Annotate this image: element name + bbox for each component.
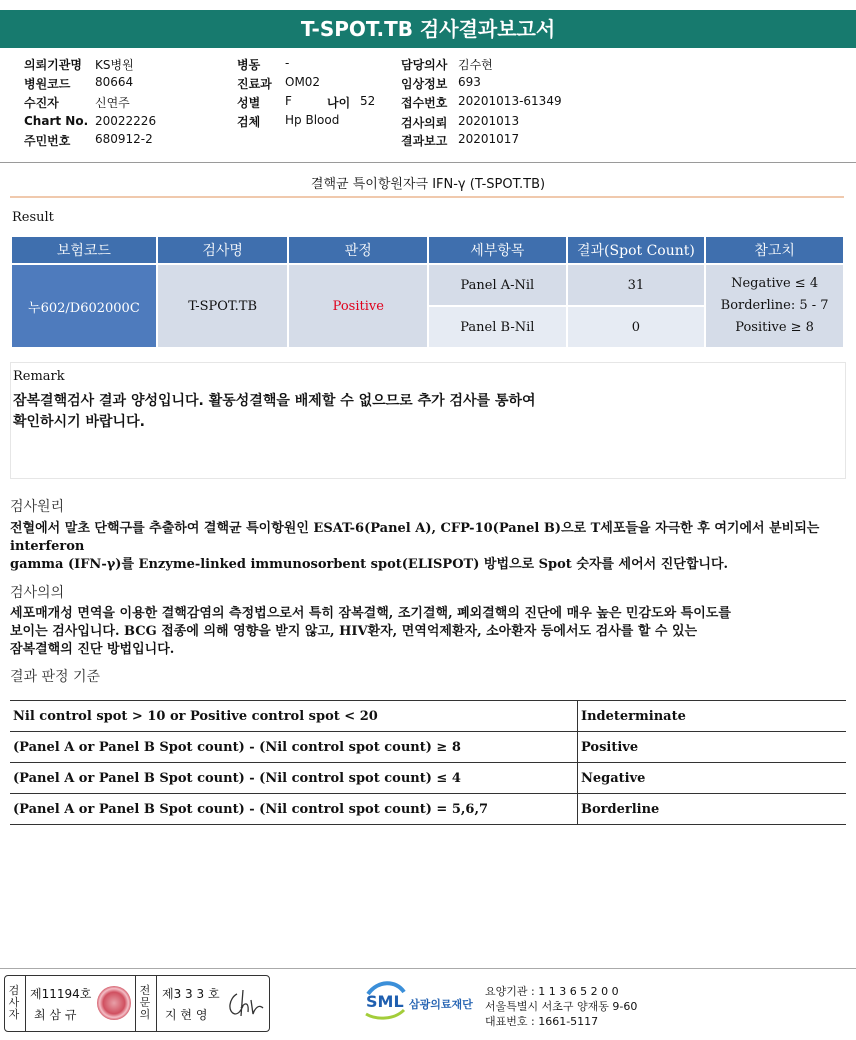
reference-line: Negative ≤ 4 (731, 276, 819, 291)
info-label: 담당의사 (401, 58, 448, 72)
info-value: 김수현 (458, 58, 493, 72)
specialist-name: 지 현 영 (165, 1008, 208, 1022)
info-label: 임상정보 (401, 77, 448, 91)
info-value: 신연주 (95, 96, 130, 110)
examiner-name: 최 삼 규 (34, 1008, 77, 1022)
info-value: OM02 (285, 75, 321, 89)
divider (0, 968, 856, 969)
info-label: 성별 (237, 96, 261, 110)
criteria-condition: (Panel A or Panel B Spot count) - (Nil control spot count) = 5,6,7 (10, 794, 578, 825)
remark-text (13, 391, 613, 433)
test-subject: 결핵균 특이항원자극 IFN-γ (T-SPOT.TB) (310, 177, 546, 192)
criteria-table (10, 700, 846, 825)
sml-logo (364, 980, 484, 1020)
specialist-number: 제3 3 3 호 (162, 987, 220, 1001)
info-value: F (285, 94, 292, 108)
patient-info (0, 56, 856, 156)
insurance-code: 누602/D602000C (12, 265, 156, 347)
sml-logo-text: SML (366, 992, 404, 1011)
result-table (10, 235, 845, 349)
info-value: Hp Blood (285, 113, 340, 127)
principle-line: 전혈에서 말초 단핵구를 추출하여 결핵균 특이항원인 ESAT-6(Panel A), CFP-10(Panel B)으로 T세포들을 자극한 후 여기에서 분비되는 (10, 521, 820, 536)
reference-line: Positive ≥ 8 (735, 320, 814, 335)
info-label: 의뢰기관명 (24, 58, 82, 72)
info-label: 병원코드 (24, 77, 71, 91)
info-value: 680912-2 (95, 132, 153, 146)
detail-item: Panel B-Nil (429, 307, 566, 347)
criteria-result: Borderline (578, 794, 847, 825)
info-value: 80664 (95, 75, 134, 89)
info-label: 진료과 (237, 77, 272, 91)
table-row (10, 763, 846, 794)
info-label: 검사의뢰 (401, 116, 448, 130)
table-row (10, 794, 846, 825)
table-header-row (12, 237, 843, 263)
specialist-label: 전문의 (139, 984, 151, 1021)
criteria-condition: (Panel A or Panel B Spot count) - (Nil control spot count) ≥ 8 (10, 732, 578, 763)
header-cell: 보험코드 (12, 237, 156, 263)
info-label: 검체 (237, 115, 261, 129)
divider (156, 976, 157, 1031)
judgement: Positive (289, 265, 427, 347)
reference-range (706, 265, 843, 347)
significance-heading: 검사의의 (10, 585, 65, 601)
remark-heading: Remark (13, 369, 65, 384)
info-value: 20022226 (95, 114, 157, 128)
significance-line: 잠복결핵의 진단 방법입니다. (10, 642, 175, 657)
principle-section (10, 496, 846, 574)
info-value: 20201013-61349 (458, 94, 562, 108)
divider (25, 976, 26, 1031)
info-label: 결과보고 (401, 134, 448, 148)
table-row (10, 701, 846, 732)
info-label: 접수번호 (401, 96, 448, 110)
divider (10, 196, 844, 198)
divider (0, 162, 856, 163)
criteria-result: Positive (578, 732, 847, 763)
principle-text (10, 520, 846, 574)
info-value: 20201013 (458, 114, 520, 128)
info-label: 나이 (327, 96, 351, 110)
info-value: 693 (458, 75, 481, 89)
info-label: 수진자 (24, 96, 59, 110)
examiner-number: 제11194호 (30, 987, 92, 1001)
principle-line: gamma (IFN-γ)를 Enzyme-linked immunosorbent spot(ELISPOT) 방법으로 Spot 숫자를 세어서 진단합니다. (10, 557, 729, 572)
info-value: KS병원 (95, 58, 134, 72)
footer-line: 서울특별시 서초구 양재동 9-60 (485, 1000, 638, 1013)
detail-item: Panel A-Nil (429, 265, 566, 305)
spot-count: 0 (568, 307, 705, 347)
criteria-heading: 결과 판정 기준 (10, 669, 101, 685)
remark-line: 잠복결핵검사 결과 양성입니다. 활동성결핵을 배제할 수 없으므로 추가 검사를 통하여 (13, 393, 536, 409)
criteria-result: Negative (578, 763, 847, 794)
header-cell: 결과(Spot Count) (568, 237, 705, 263)
header-cell: 판정 (289, 237, 427, 263)
significance-text (10, 605, 846, 659)
footer-info (485, 984, 637, 1029)
signature-box (4, 975, 270, 1032)
header-cell: 참고치 (706, 237, 843, 263)
examiner-label: 검사자 (8, 984, 20, 1021)
criteria-condition: (Panel A or Panel B Spot count) - (Nil control spot count) ≤ 4 (10, 763, 578, 794)
spot-count: 31 (568, 265, 705, 305)
remark-line: 확인하시기 바랍니다. (13, 414, 145, 430)
seal-stamp (97, 986, 131, 1020)
criteria-condition: Nil control spot > 10 or Positive control spot < 20 (10, 701, 578, 732)
remark-box (10, 362, 846, 479)
header-cell: 검사명 (158, 237, 288, 263)
significance-line: 보이는 검사입니다. BCG 접종에 의해 영향을 받지 않고, HIV환자, 면역억제환자, 소아환자 등에서도 검사를 할 수 있는 (10, 624, 698, 639)
info-value: - (285, 56, 290, 70)
footer-line: 대표번호 : 1661-5117 (485, 1015, 599, 1028)
reference-line: Borderline: 5 - 7 (720, 298, 829, 313)
criteria-result: Indeterminate (578, 701, 847, 732)
info-value: 52 (360, 94, 376, 108)
footer-line: 요양기관 : 1 1 3 6 5 2 0 0 (485, 985, 619, 998)
criteria-section (10, 666, 846, 686)
header-cell: 세부항목 (429, 237, 566, 263)
info-label: 병동 (237, 58, 261, 72)
info-label: Chart No. (24, 114, 89, 128)
info-value: 20201017 (458, 132, 520, 146)
signature-image (223, 986, 265, 1020)
significance-section (10, 582, 846, 659)
significance-line: 세포매개성 면역을 이용한 결핵감염의 측정법으로서 특히 잠복결핵, 조기결핵, 폐외결핵의 진단에 매우 높은 민감도와 특이도를 (10, 606, 731, 621)
divider (135, 976, 136, 1031)
report-title: T-SPOT.TB 검사결과보고서 (0, 10, 856, 48)
sml-logo-name: 삼광의료재단 (409, 998, 473, 1011)
principle-heading: 검사원리 (10, 499, 65, 515)
result-heading: Result (12, 210, 54, 225)
info-label: 주민번호 (24, 134, 71, 148)
test-name: T-SPOT.TB (158, 265, 288, 347)
table-row (12, 265, 843, 305)
principle-line: interferon (10, 539, 85, 554)
table-row (10, 732, 846, 763)
